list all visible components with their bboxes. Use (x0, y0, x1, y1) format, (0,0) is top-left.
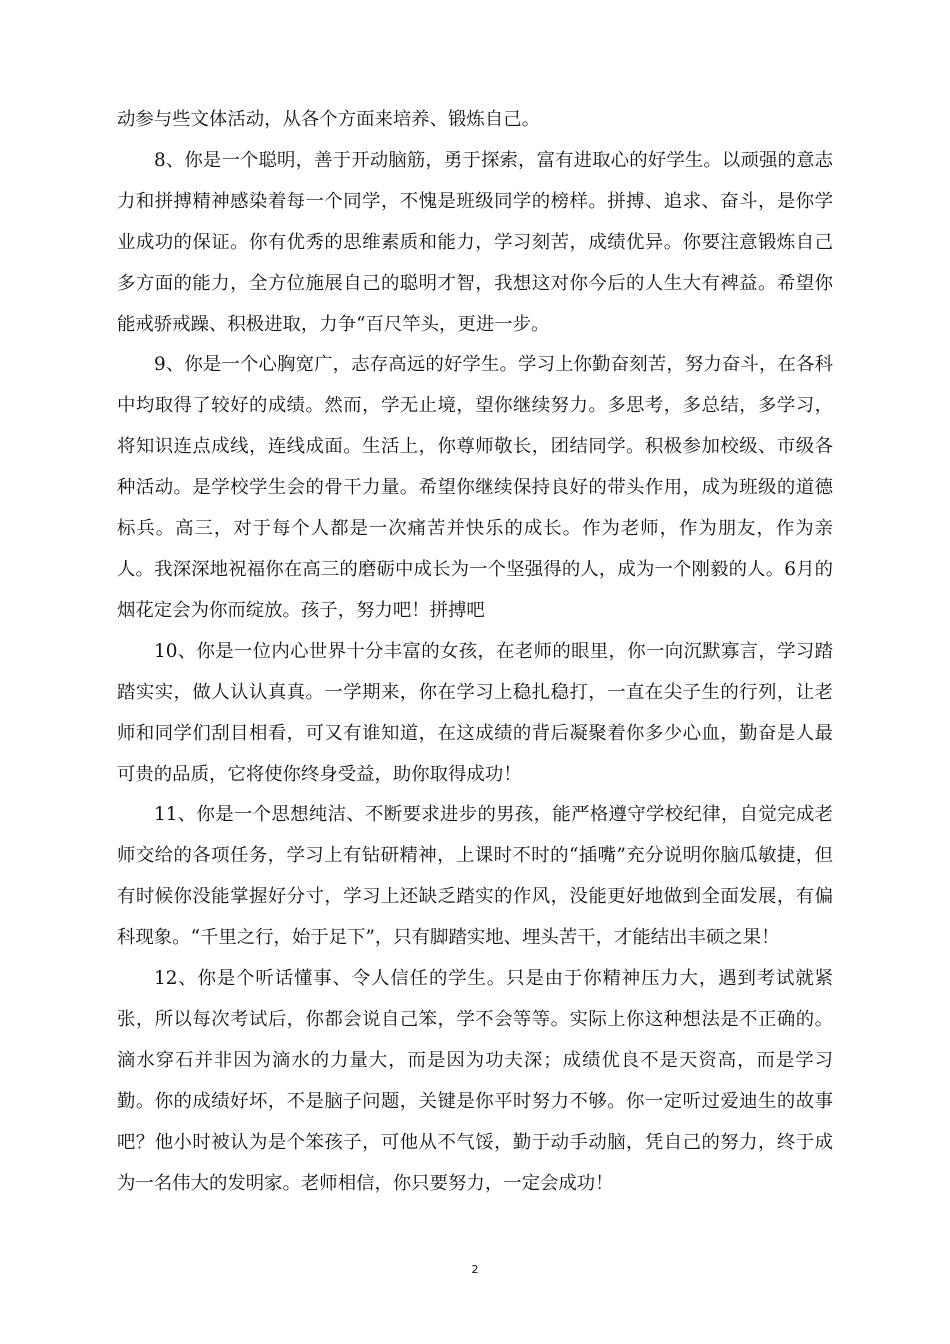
paragraph-comment-11: 11、你是一个思想纯洁、不断要求进步的男孩，能严格遵守学校纪律，自觉完成老师交给的各项任务，学习上有钻研精神，上课时不时的“插嘴”充分说明你脑瓜敏捷，但有时候你没能掌握好分寸，学习上还缺乏踏实的作风，没能更好地做到全面发展，有偏科现象。“千里之行，始于足下”，只有脚踏实地、埋头苦干，才能结出丰硕之果！ (117, 804, 833, 949)
paragraph-continuation: 动参与些文体活动，从各个方面来培养、锻炼自己。 (117, 109, 540, 130)
paragraph-comment-9: 9、你是一个心胸宽广，志存高远的好学生。学习上你勤奋刻苦，努力奋斗，在各科中均取得了较好的成绩。然而，学无止境，望你继续努力。多思考，多总结，多学习，将知识连点成线，连线成面。生活上，你尊师敬长，团结同学。积极参加校级、市级各种活动。是学校学生会的骨干力量。希望你继续保持良好的带头作用，成为班级的道德标兵。高三，对于每个人都是一次痛苦并快乐的成长。作为老师，作为朋友，作为亲人。我深深地祝福你在高三的磨砺中成长为一个坚强得的人，成为一个刚毅的人。6月的烟花定会为你而绽放。孩子，努力吧！拼搏吧 (117, 354, 833, 621)
body-text (117, 100, 833, 1204)
paragraph-comment-8: 8、你是一个聪明，善于开动脑筋，勇于探索，富有进取心的好学生。以顽强的意志力和拼搏精神感染着每一个同学，不愧是班级同学的榜样。拼搏、追求、奋斗，是你学业成功的保证。你有优秀的思维素质和能力，学习刻苦，成绩优异。你要注意锻炼自己多方面的能力，全方位施展自己的聪明才智，我想这对你今后的人生大有裨益。希望你能戒骄戒躁、积极进取，力争“百尺竿头，更进一步。 (117, 149, 833, 335)
paragraph-comment-10: 10、你是一位内心世界十分丰富的女孩，在老师的眼里，你一向沉默寡言，学习踏踏实实，做人认认真真。一学期来，你在学习上稳扎稳打，一直在尖子生的行列，让老师和同学们刮目相看，可又有谁知道，在这成绩的背后凝聚着你多少心血，勤奋是人最可贵的品质，它将使你终身受益，助你取得成功！ (117, 640, 833, 785)
paragraph-comment-12: 12、你是个听话懂事、令人信任的学生。只是由于你精神压力大，遇到考试就紧张，所以每次考试后，你都会说自己笨，学不会等等。实际上你这种想法是不正确的。滴水穿石并非因为滴水的力量大，而是因为功夫深；成绩优良不是天资高，而是学习勤。你的成绩好坏，不是脑子问题，关键是你平时努力不够。你一定听过爱迪生的故事吧？他小时被认为是个笨孩子，可他从不气馁，勤于动手动脑，凭自己的努力，终于成为一名伟大的发明家。老师相信，你只要努力，一定会成功！ (117, 968, 833, 1194)
page-number: 2 (471, 1263, 479, 1276)
